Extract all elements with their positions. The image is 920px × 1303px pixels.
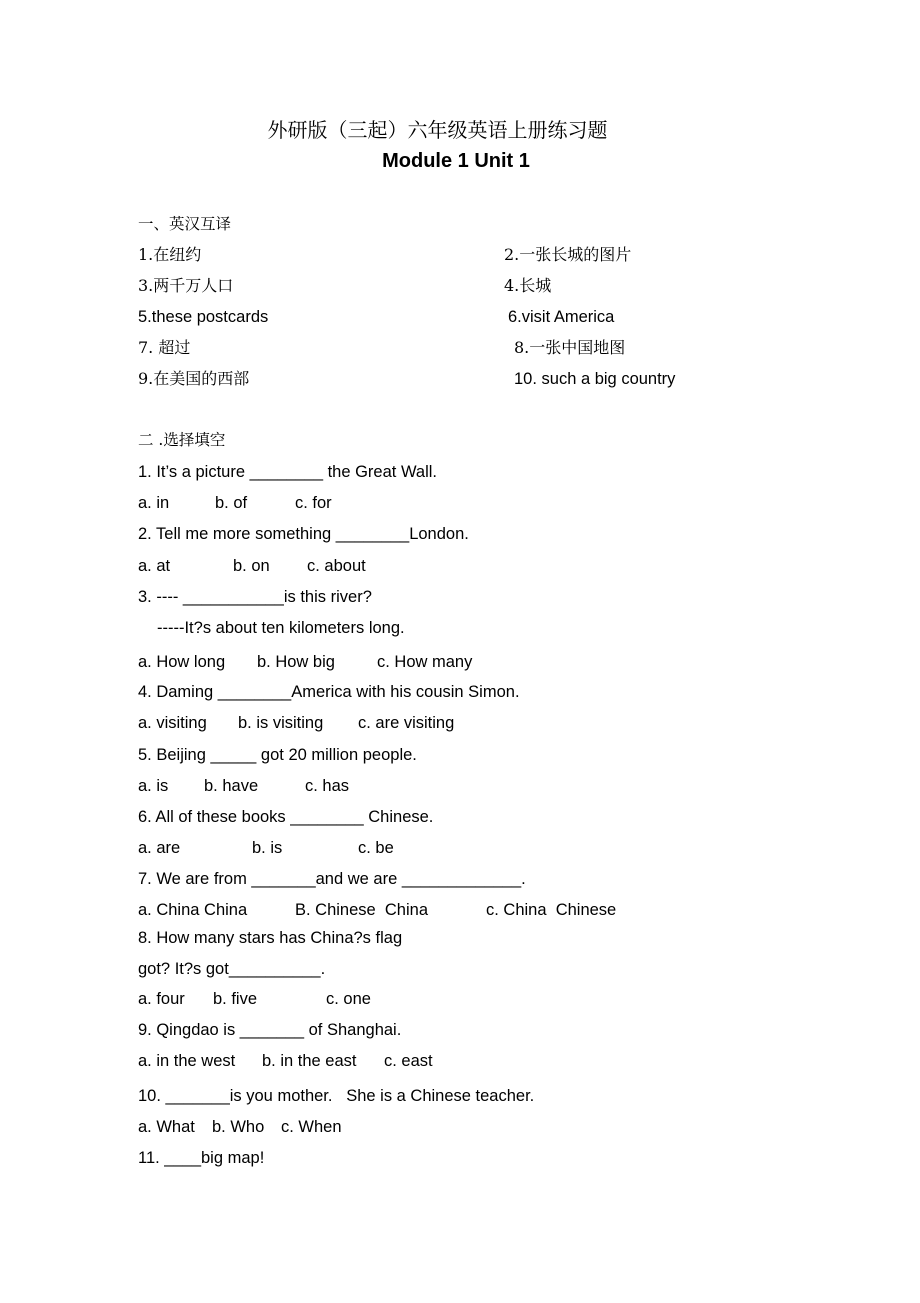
question-6-option-a: a. are bbox=[138, 839, 181, 857]
translation-item-1: 1.在纽约 bbox=[138, 245, 202, 264]
question-5-option-b: b. have bbox=[204, 777, 259, 795]
question-3-option-c: c. How many bbox=[377, 653, 473, 671]
question-11-stem: 11. ____big map! bbox=[138, 1149, 265, 1167]
translation-item-10: 10. such a big country bbox=[514, 370, 676, 388]
question-7-option-a: a. China China bbox=[138, 901, 248, 919]
question-8-option-c: c. one bbox=[326, 990, 371, 1008]
question-2-option-c: c. about bbox=[307, 557, 366, 575]
document-title-english: Module 1 Unit 1 bbox=[382, 150, 530, 172]
question-3-option-b: b. How big bbox=[257, 653, 335, 671]
question-4-option-b: b. is visiting bbox=[238, 714, 324, 732]
question-3-stem: 3. ---- ___________is this river? bbox=[138, 588, 372, 606]
question-5-stem: 5. Beijing _____ got 20 million people. bbox=[138, 746, 417, 764]
question-6-option-b: b. is bbox=[252, 839, 283, 857]
question-1-option-a: a. in bbox=[138, 494, 170, 512]
question-9-option-c: c. east bbox=[384, 1052, 433, 1070]
section2-heading: 二 .选择填空 bbox=[138, 431, 226, 449]
question-8-option-b: b. five bbox=[213, 990, 258, 1008]
translation-item-5: 5.these postcards bbox=[138, 308, 269, 326]
question-9-option-a: a. in the west bbox=[138, 1052, 236, 1070]
question-9-option-b: b. in the east bbox=[262, 1052, 357, 1070]
question-7-option-c: c. China Chinese bbox=[486, 901, 617, 919]
question-10-option-a: a. What bbox=[138, 1118, 195, 1136]
question-10-option-b: b. Who bbox=[212, 1118, 265, 1136]
translation-item-7: 7. 超过 bbox=[138, 338, 191, 357]
translation-item-6: 6.visit America bbox=[508, 308, 615, 326]
question-5-option-c: c. has bbox=[305, 777, 350, 795]
translation-item-4: 4.长城 bbox=[504, 276, 552, 295]
translation-item-9: 9.在美国的西部 bbox=[138, 369, 250, 388]
question-2-option-a: a. at bbox=[138, 557, 171, 575]
question-1-option-b: b. of bbox=[215, 494, 248, 512]
question-7-option-b: B. Chinese China bbox=[295, 901, 428, 919]
question-8-stem-continued: got? It?s got__________. bbox=[138, 960, 326, 978]
question-6-stem: 6. All of these books ________ Chinese. bbox=[138, 808, 434, 826]
question-2-stem: 2. Tell me more something ________London. bbox=[138, 525, 469, 543]
question-5-option-a: a. is bbox=[138, 777, 169, 795]
question-1-option-c: c. for bbox=[295, 494, 332, 512]
question-4-option-a: a. visiting bbox=[138, 714, 207, 732]
question-4-stem: 4. Daming ________America with his cousin Simon. bbox=[138, 683, 520, 701]
question-3-response: -----It?s about ten kilometers long. bbox=[157, 619, 405, 637]
translation-item-3: 3.两千万人口 bbox=[138, 276, 234, 295]
question-8-stem: 8. How many stars has China?s flag bbox=[138, 929, 403, 947]
section1-heading: 一、英汉互译 bbox=[138, 215, 232, 233]
question-3-option-a: a. How long bbox=[138, 653, 226, 671]
document-title-chinese: 外研版（三起）六年级英语上册练习题 bbox=[267, 118, 608, 142]
question-2-option-b: b. on bbox=[233, 557, 270, 575]
question-9-stem: 9. Qingdao is _______ of Shanghai. bbox=[138, 1021, 402, 1039]
question-10-option-c: c. When bbox=[281, 1118, 342, 1136]
question-10-stem: 10. _______is you mother. She is a Chinese teacher. bbox=[138, 1087, 535, 1105]
question-8-option-a: a. four bbox=[138, 990, 185, 1008]
question-6-option-c: c. be bbox=[358, 839, 394, 857]
translation-item-2: 2.一张长城的图片 bbox=[504, 245, 632, 264]
question-4-option-c: c. are visiting bbox=[358, 714, 455, 732]
translation-item-8: 8.一张中国地图 bbox=[514, 338, 626, 357]
question-7-stem: 7. We are from _______and we are _____________. bbox=[138, 870, 526, 888]
question-1-stem: 1. It’s a picture ________ the Great Wall. bbox=[138, 463, 438, 481]
